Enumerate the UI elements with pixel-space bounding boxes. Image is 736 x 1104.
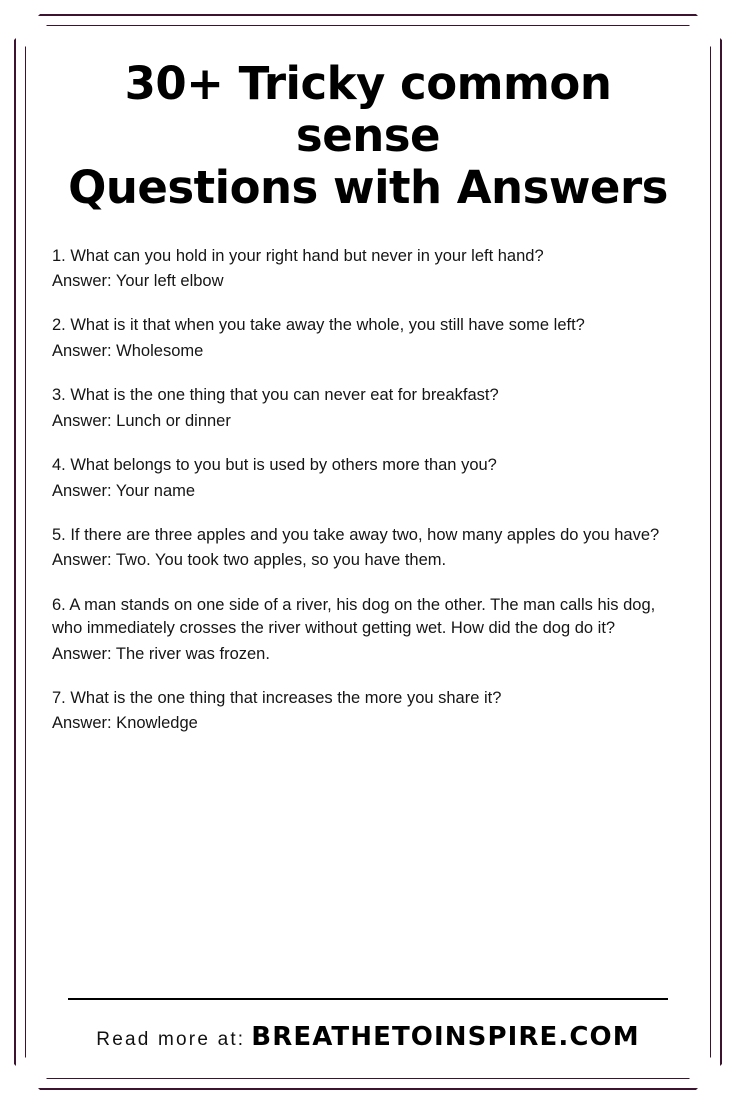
qa-item: [52, 454, 684, 503]
qa-question: 5. If there are three apples and you take away two, how many apples do you have?: [52, 525, 660, 544]
qa-question: 3. What is the one thing that you can never eat for breakfast?: [52, 386, 499, 405]
qa-item: [52, 524, 684, 573]
qa-question: 4. What belongs to you but is used by others more than you?: [52, 456, 497, 475]
footer-domain: BREATHETOINSPIRE.COM: [251, 1022, 640, 1052]
qa-question: 6. A man stands on one side of a river, his dog on the other. The man calls his dog, who immediately crosses the river without getting wet. How did the dog do it?: [52, 595, 656, 638]
qa-question: 7. What is the one thing that increases the more you share it?: [52, 689, 502, 708]
page-title: [52, 58, 684, 215]
poster-content: [52, 52, 684, 1052]
page-title-line-2: Questions with Answers: [68, 161, 668, 215]
qa-answer: Answer: Wholesome: [52, 341, 204, 360]
qa-question: 1. What can you hold in your right hand but never in your left hand?: [52, 246, 544, 265]
qa-answer: Answer: Lunch or dinner: [52, 411, 231, 430]
qa-answer: Answer: Two. You took two apples, so you have them.: [52, 551, 447, 570]
qa-answer: Answer: Knowledge: [52, 714, 198, 733]
qa-item: [52, 245, 684, 294]
footer-read-more-label: Read more at:: [96, 1029, 246, 1050]
qa-answer: Answer: The river was frozen.: [52, 644, 270, 663]
qa-item: [52, 687, 684, 736]
qa-answer: Answer: Your name: [52, 481, 196, 500]
page-title-line-1: 30+ Tricky common sense: [124, 57, 612, 163]
footer: [52, 1022, 684, 1052]
question-answer-list: [52, 245, 684, 984]
qa-item: [52, 384, 684, 433]
footer-divider: [68, 998, 668, 1000]
qa-item: [52, 594, 684, 666]
qa-item: [52, 314, 684, 363]
qa-answer: Answer: Your left elbow: [52, 271, 224, 290]
qa-question: 2. What is it that when you take away the whole, you still have some left?: [52, 316, 585, 335]
